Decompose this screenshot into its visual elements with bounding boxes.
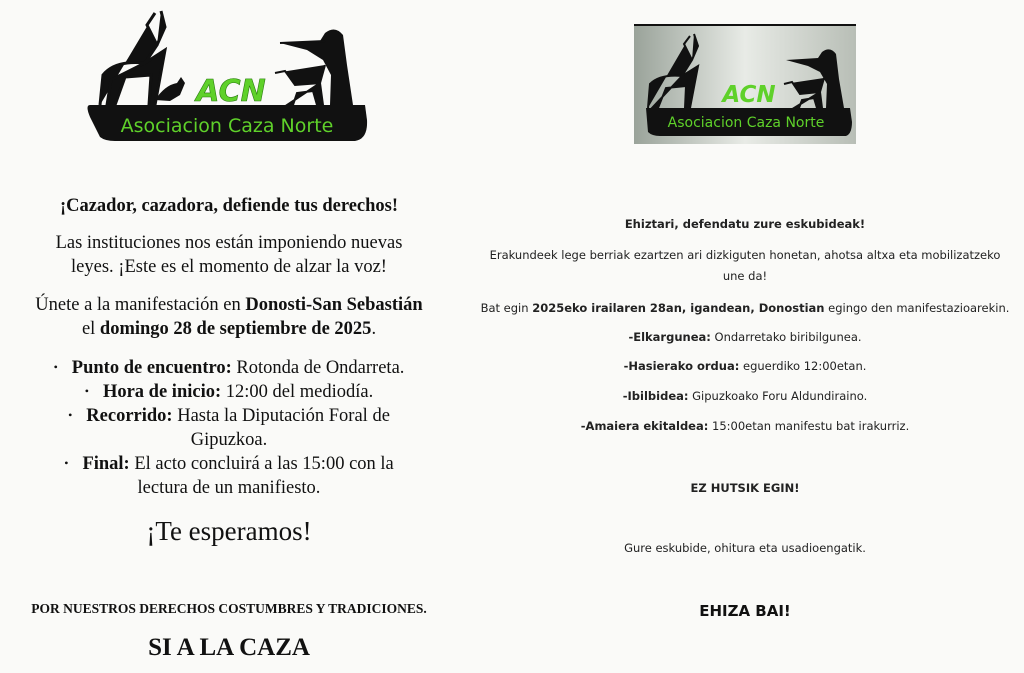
acn-logo [85, 5, 370, 145]
list-item: • Final: El acto concluirá a las 15:00 con la [0, 454, 458, 475]
join-line: Bat egin 2025eko irailaren 28an, igandean, Donostian egingo den manifestazioarekin. [480, 301, 1010, 315]
dog-icon [275, 65, 325, 105]
intro-line-2: leyes. ¡Este es el momento de alzar la voz! [71, 257, 387, 277]
list-item-continued: Gipuzkoa. [190, 430, 268, 450]
join-line-1: Únete a la manifestación en Donosti-San Sebastián [35, 295, 423, 315]
heading: ¡Cazador, cazadora, defiende tus derechos! [59, 196, 399, 216]
list-item-continued: lectura de un manifiesto. [137, 478, 321, 498]
acn-logo [634, 24, 856, 144]
list-item: -Amaiera ekitaldea: 15:00etan manifestu bat irakurriz. [580, 419, 910, 433]
intro-line-2: une da! [722, 269, 768, 283]
reason: Gure eskubide, ohitura eta usadioengatik. [624, 541, 866, 555]
call-to-action: EZ HUTSIK EGIN! [690, 481, 800, 495]
svg-text:ACN: ACN [196, 74, 266, 109]
list-item: • Hora de inicio: 12:00 del mediodía. [0, 382, 458, 403]
intro-line-1: Erakundeek lege berriak ezartzen ari dizkiguten honetan, ahotsa altxa eta mobilizatzeko [489, 248, 1001, 262]
list-item: -Elkargunea: Ondarretako biribilgunea. [628, 330, 862, 344]
list-item: -Hasierako ordua: eguerdiko 12:00etan. [623, 359, 867, 373]
svg-text:Asociacion Caza Norte: Asociacion Caza Norte [667, 115, 825, 131]
join-line-2: el domingo 28 de septiembre de 2025. [81, 319, 377, 339]
svg-text:ACN: ACN [722, 82, 776, 108]
slogan: EHIZA BAI! [699, 602, 791, 620]
intro-line-1: Las instituciones nos están imponiendo nuevas [55, 233, 403, 253]
heading: Ehiztari, defendatu zure eskubideak! [624, 217, 866, 231]
deer-icon [100, 11, 165, 105]
motto: POR NUESTROS DERECHOS COSTUMBRES Y TRADICIONES. [31, 601, 427, 616]
svg-text:Asociacion Caza Norte: Asociacion Caza Norte [120, 115, 334, 137]
slogan: SI A LA CAZA [148, 634, 310, 661]
spanish-flyer [0, 0, 458, 673]
closing: ¡Te esperamos! [146, 516, 312, 546]
list-item: • Recorrido: Hasta la Diputación Foral de [0, 406, 458, 427]
list-item: • Punto de encuentro: Rotonda de Ondarreta. [0, 358, 458, 379]
basque-flyer [462, 0, 1024, 673]
list-item: -Ibilbidea: Gipuzkoako Foru Aldundiraino. [622, 389, 868, 403]
